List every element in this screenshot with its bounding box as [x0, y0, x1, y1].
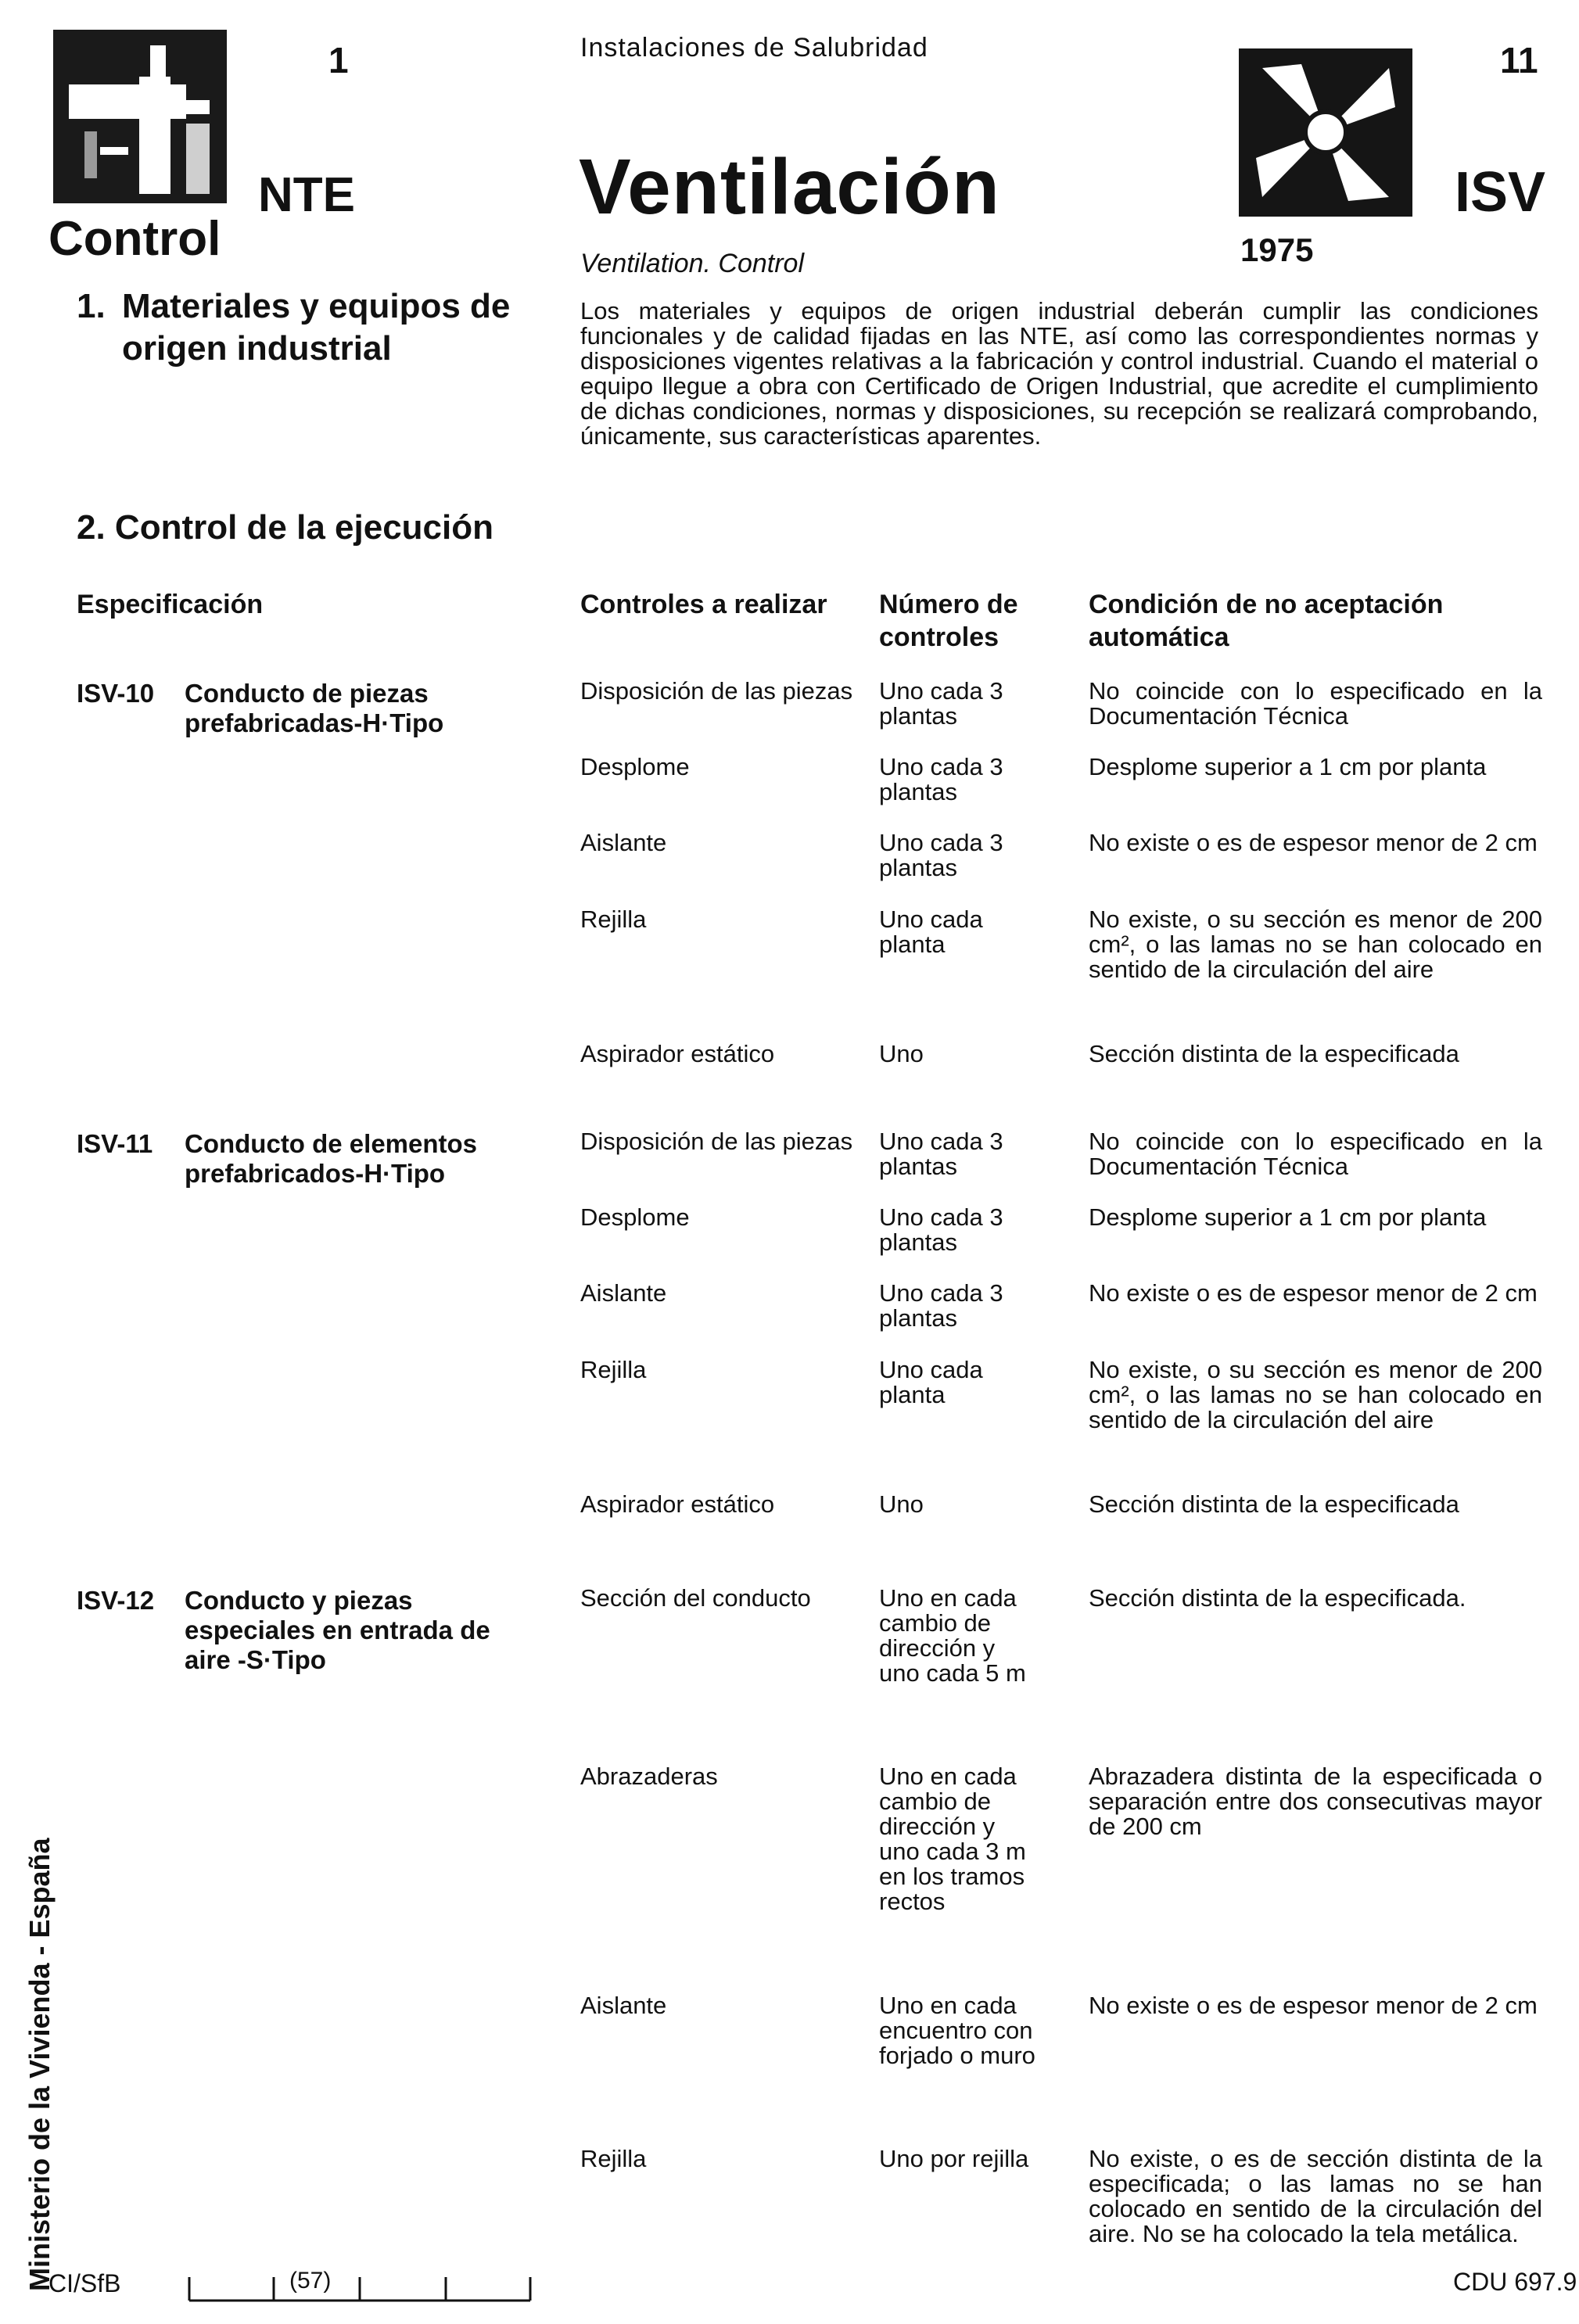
control-cell: Disposición de las piezas — [580, 677, 853, 705]
number-cell: Uno cada planta — [879, 906, 983, 958]
spec-name: Conducto de elementos prefabricados-H·Tipo — [185, 1129, 478, 1188]
number-cell: Uno cada 3 plantas — [879, 677, 1003, 730]
ministry-label: Ministerio de la Vivienda - España — [23, 1838, 56, 2291]
spec-name: Conducto de piezas prefabricadas-H·Tipo — [185, 679, 444, 737]
page-title: Ventilación — [579, 143, 1000, 231]
number-cell: Uno cada planta — [879, 1356, 983, 1408]
spec-code: ISV-12 — [77, 1586, 155, 1615]
control-cell: Rejilla — [580, 2145, 647, 2172]
page-subtitle: Ventilation. Control — [580, 249, 805, 278]
section-1-title — [77, 285, 530, 370]
spec-name: Conducto y piezas especiales en entrada de aire -S·Tipo — [185, 1586, 490, 1674]
control-cell: Desplome — [580, 753, 690, 780]
nte-logo — [53, 30, 227, 203]
spec-code: ISV-10 — [77, 679, 155, 708]
number-cell: Uno cada 3 plantas — [879, 1203, 1003, 1256]
column-header-number: Número de controles — [879, 590, 1018, 652]
section-1-number: 1. — [77, 287, 106, 325]
ventilation-fan-icon — [1239, 48, 1412, 217]
condition-cell: No existe, o su sección es menor de 200 cm², o las lamas no se han colocado en sentido de la circulación del aire — [1089, 1356, 1542, 1433]
condition-cell: Sección distinta de la especificada — [1089, 1490, 1459, 1518]
number-cell: Uno — [879, 1040, 924, 1067]
number-cell: Uno por rejilla — [879, 2145, 1029, 2172]
section-1-label: Materiales y equipos de origen industrial — [122, 287, 511, 368]
number-cell: Uno en cada cambio de dirección y uno cada 5 m — [879, 1584, 1026, 1687]
condition-cell: No existe o es de espesor menor de 2 cm — [1089, 1992, 1538, 2019]
condition-cell: No existe, o su sección es menor de 200 cm², o las lamas no se han colocado en sentido de la circulación del aire — [1089, 906, 1542, 983]
series-title: Instalaciones de Salubridad — [580, 33, 928, 63]
column-header-spec: Especificación — [77, 590, 264, 619]
control-cell: Rejilla — [580, 1356, 647, 1383]
number-cell: Uno en cada cambio de dirección y uno cada 3 m en los tramos rectos — [879, 1763, 1026, 1915]
cisfb-code: (57) — [289, 2268, 332, 2294]
control-cell: Aislante — [580, 829, 667, 856]
page-number-right: 11 — [1500, 40, 1538, 81]
page-number-left: 1 — [328, 40, 349, 81]
column-header-condition: Condición de no aceptación automática — [1089, 590, 1444, 652]
condition-cell: No coincide con lo especificado en la Documentación Técnica — [1089, 1128, 1542, 1180]
control-cell: Aislante — [580, 1992, 667, 2019]
condition-cell: Sección distinta de la especificada — [1089, 1040, 1459, 1067]
section-1-text: Los materiales y equipos de origen industrial deberán cumplir las condiciones funcionales y de calidad fijadas en las NTE, así como las correspondientes normas y disposiciones vigentes relativas a la fabricación y control industrial. Cuando el material o equipo llegue a obra con Certificado de Origen Industrial, que acredite el cumplimiento de dichas condiciones, normas y disposiciones, su recepción se realizará comprobando, únicamente, sus características aparentes. — [580, 297, 1538, 450]
number-cell: Uno cada 3 plantas — [879, 829, 1003, 881]
number-cell: Uno cada 3 plantas — [879, 1128, 1003, 1180]
number-cell: Uno cada 3 plantas — [879, 1279, 1003, 1332]
section-2-title: 2. Control de la ejecución — [77, 508, 494, 547]
section-heading: Control — [48, 212, 221, 266]
control-cell: Aspirador estático — [580, 1040, 775, 1067]
condition-cell: No coincide con lo especificado en la Documentación Técnica — [1089, 677, 1542, 730]
control-cell: Desplome — [580, 1203, 690, 1231]
cisfb-code-box — [188, 2268, 532, 2302]
condition-cell: Sección distinta de la especificada. — [1089, 1584, 1466, 1612]
control-cell: Aislante — [580, 1279, 667, 1307]
number-cell: Uno cada 3 plantas — [879, 753, 1003, 805]
control-cell: Rejilla — [580, 906, 647, 933]
condition-cell: Desplome superior a 1 cm por planta — [1089, 1203, 1487, 1231]
control-cell: Aspirador estático — [580, 1490, 775, 1518]
number-cell: Uno — [879, 1490, 924, 1518]
isv-code: ISV — [1455, 161, 1546, 224]
year: 1975 — [1240, 231, 1314, 268]
control-cell: Disposición de las piezas — [580, 1128, 853, 1155]
column-header-controls: Controles a realizar — [580, 590, 827, 619]
condition-cell: No existe o es de espesor menor de 2 cm — [1089, 1279, 1538, 1307]
condition-cell: No existe, o es de sección distinta de la especificada; o las lamas no se han colocado en sentido de la circulación del aire. No se ha colocado la tela metálica. — [1089, 2145, 1542, 2247]
condition-cell: Desplome superior a 1 cm por planta — [1089, 753, 1487, 780]
nte-label: NTE — [258, 168, 355, 222]
number-cell: Uno en cada encuentro con forjado o muro — [879, 1992, 1035, 2069]
spec-code: ISV-11 — [77, 1129, 153, 1158]
cisfb-label: CI/SfB — [48, 2269, 121, 2297]
cdu-label: CDU 697.9 — [1453, 2268, 1577, 2296]
condition-cell: Abrazadera distinta de la especificada o separación entre dos consecutivas mayor de 200 cm — [1089, 1763, 1542, 1840]
control-cell: Abrazaderas — [580, 1763, 718, 1790]
control-cell: Sección del conducto — [580, 1584, 811, 1612]
condition-cell: No existe o es de espesor menor de 2 cm — [1089, 829, 1538, 856]
